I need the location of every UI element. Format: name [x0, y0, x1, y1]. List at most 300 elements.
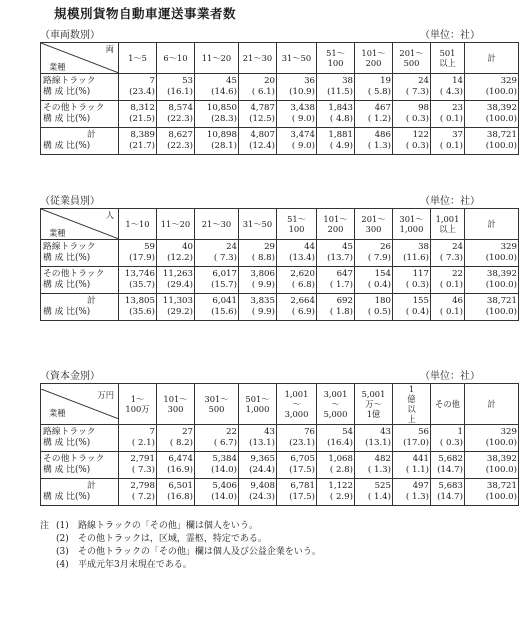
table-cell: [195, 101, 239, 128]
cell-count: 98: [418, 103, 429, 113]
table-cell: [431, 128, 465, 155]
corner-category-label: 業種: [49, 62, 66, 72]
cell-ratio: ( 0.4): [367, 280, 391, 290]
cell-ratio: ( 4.8): [329, 114, 353, 124]
cell-count: 6,474: [168, 454, 193, 464]
cell-count: 5,682: [438, 454, 463, 464]
page-title: 規模別貨物自動車運送事業者数: [54, 6, 237, 21]
cell-ratio: ( 1.3): [405, 492, 429, 502]
note-item: [40, 520, 321, 533]
table-cell: [277, 294, 317, 321]
cell-count: 19: [380, 76, 391, 86]
cell-count: 117: [412, 269, 429, 279]
table-cell: [239, 267, 277, 294]
column-header-line: 3,001: [323, 389, 348, 399]
row-label-name: 路線トラック: [43, 242, 96, 252]
column-header-line: 計: [487, 219, 496, 229]
cell-ratio: (17.0): [403, 438, 429, 448]
cell-ratio: ( 1.3): [367, 465, 391, 475]
table-cell: [431, 101, 465, 128]
table-cell: [157, 452, 195, 479]
cell-ratio: ( 1.4): [367, 492, 391, 502]
column-header-line: 1億: [366, 409, 381, 419]
table-cell: [157, 294, 195, 321]
cell-ratio: ( 5.8): [367, 87, 391, 97]
table-cell: [431, 452, 465, 479]
cell-count: 3,835: [250, 296, 275, 306]
column-header-line: 31～50: [281, 53, 312, 63]
cell-ratio: ( 4.9): [329, 141, 353, 151]
cell-count: 22: [226, 427, 237, 437]
column-header: [393, 384, 431, 425]
table-cell: [195, 452, 239, 479]
corner-unit-label: 人: [105, 210, 114, 220]
cell-count: 6,781: [290, 481, 315, 491]
corner-cell: [41, 43, 119, 74]
table-cell: [393, 294, 431, 321]
cell-count: 38,392: [486, 269, 517, 279]
cell-count: 38: [342, 76, 353, 86]
row-label: [41, 101, 119, 128]
column-header: [239, 43, 277, 74]
cell-ratio: (15.7): [211, 280, 237, 290]
table-cell: [119, 452, 157, 479]
table-cell: [119, 74, 157, 101]
table-cell: [317, 425, 355, 452]
row-label-ratio: 構 成 比(%): [43, 280, 91, 290]
cell-ratio: ( 9.9): [251, 307, 275, 317]
table-cell: [157, 128, 195, 155]
cell-count: 154: [374, 269, 391, 279]
cell-ratio: (24.3): [249, 492, 275, 502]
table-cell: [119, 267, 157, 294]
cell-count: 482: [374, 454, 391, 464]
column-header-line: 21～30: [201, 219, 232, 229]
column-header-line: 計: [487, 399, 496, 409]
table-row: [41, 240, 519, 267]
cell-count: 37: [452, 130, 463, 140]
table-cell: [355, 294, 393, 321]
cell-count: 13,805: [124, 296, 155, 306]
data-table: [40, 383, 519, 506]
column-header: [195, 384, 239, 425]
table-cell: [355, 128, 393, 155]
column-header: [431, 209, 465, 240]
cell-count: 24: [452, 242, 463, 252]
table-cell: [239, 128, 277, 155]
row-label-ratio: 構 成 比(%): [43, 141, 91, 151]
cell-count: 5,384: [212, 454, 237, 464]
table-cell: [431, 479, 465, 506]
table-cell: [239, 425, 277, 452]
table-cell: [157, 479, 195, 506]
cell-count: 1,843: [328, 103, 353, 113]
column-header-line: 3,000: [284, 409, 309, 419]
cell-ratio: (28.3): [211, 114, 237, 124]
cell-ratio: ( 0.1): [439, 280, 463, 290]
cell-ratio: (14.0): [211, 492, 237, 502]
column-header: [355, 209, 393, 240]
corner-category-label: 業種: [49, 228, 66, 238]
table-row: [41, 267, 519, 294]
cell-count: 3,438: [290, 103, 315, 113]
corner-unit-label: 両: [105, 44, 114, 54]
cell-ratio: (14.6): [211, 87, 237, 97]
row-label-name: その他トラック: [43, 103, 105, 113]
column-header-line: 1～10: [125, 219, 150, 229]
corner-unit-label: 万円: [97, 390, 114, 400]
cell-count: 46: [452, 296, 463, 306]
column-header: [355, 384, 393, 425]
column-header-line: 5,001: [361, 389, 386, 399]
column-header-line: 101～: [163, 394, 188, 404]
table-cell: [317, 452, 355, 479]
header-row: [41, 209, 519, 240]
column-header-line: 501～: [245, 394, 270, 404]
column-header: [465, 384, 519, 425]
cell-count: 1,881: [328, 130, 353, 140]
cell-count: 180: [374, 296, 391, 306]
cell-ratio: (16.1): [167, 87, 193, 97]
column-header: [277, 43, 317, 74]
column-header-line: 201～: [361, 214, 386, 224]
cell-ratio: (29.2): [167, 307, 193, 317]
cell-ratio: (22.3): [167, 114, 193, 124]
cell-ratio: (23.4): [129, 87, 155, 97]
cell-count: 122: [412, 130, 429, 140]
cell-ratio: (22.3): [167, 141, 193, 151]
table-cell: [157, 267, 195, 294]
row-label: [41, 240, 119, 267]
corner-diagonal: [41, 389, 118, 419]
table-cell: [393, 101, 431, 128]
data-table: [40, 208, 519, 321]
column-header: [465, 43, 519, 74]
column-header-line: 1～: [130, 394, 145, 404]
cell-count: 38,392: [486, 103, 517, 113]
table-cell: [355, 101, 393, 128]
cell-count: 56: [418, 427, 429, 437]
cell-count: 38,721: [486, 130, 517, 140]
cell-count: 27: [182, 427, 193, 437]
table-cell: [239, 452, 277, 479]
cell-count: 45: [226, 76, 237, 86]
table-cell: [465, 128, 519, 155]
table-cell: [239, 240, 277, 267]
cell-ratio: (17.5): [289, 492, 315, 502]
cell-count: 38: [418, 242, 429, 252]
table-cell: [277, 267, 317, 294]
table-cell: [157, 101, 195, 128]
column-header: [119, 384, 157, 425]
note-number: (3): [56, 547, 69, 557]
cell-count: 43: [380, 427, 391, 437]
cell-count: 8,312: [130, 103, 155, 113]
table-cell: [119, 101, 157, 128]
column-header-line: ～: [292, 399, 301, 409]
note-text: その他トラックは，区域，霊柩，特定である。: [78, 534, 267, 544]
table-cell: [317, 267, 355, 294]
row-label: [41, 128, 119, 155]
column-header-line: 501: [439, 48, 456, 58]
column-header: [239, 384, 277, 425]
cell-ratio: ( 6.7): [213, 438, 237, 448]
cell-ratio: ( 8.2): [169, 438, 193, 448]
cell-ratio: ( 7.3): [213, 253, 237, 263]
cell-count: 23: [452, 103, 463, 113]
cell-ratio: ( 0.5): [367, 307, 391, 317]
column-header-line: 1,000: [245, 404, 270, 414]
section-header: [40, 26, 480, 40]
table-cell: [195, 240, 239, 267]
table-cell: [157, 240, 195, 267]
cell-ratio: (100.0): [485, 253, 517, 263]
cell-count: 53: [182, 76, 193, 86]
cell-ratio: ( 0.1): [439, 141, 463, 151]
table-cell: [195, 294, 239, 321]
cell-ratio: (23.1): [289, 438, 315, 448]
table-cell: [431, 240, 465, 267]
column-header-line: 万～: [365, 399, 382, 409]
cell-ratio: (28.1): [211, 141, 237, 151]
column-header: [195, 209, 239, 240]
cell-ratio: (16.4): [327, 438, 353, 448]
cell-count: 2,620: [290, 269, 315, 279]
cell-count: 5,683: [438, 481, 463, 491]
cell-ratio: (12.2): [167, 253, 193, 263]
row-label-name: 計: [87, 130, 96, 140]
table-cell: [119, 240, 157, 267]
row-label: [41, 74, 119, 101]
cell-count: 155: [412, 296, 429, 306]
column-header-line: 500: [208, 404, 225, 414]
table-cell: [119, 128, 157, 155]
table-cell: [355, 267, 393, 294]
cell-count: 7: [149, 427, 155, 437]
table-cell: [355, 240, 393, 267]
note-number: (2): [56, 534, 69, 544]
cell-count: 6,501: [168, 481, 193, 491]
cell-count: 9,365: [250, 454, 275, 464]
cell-count: 38,721: [486, 296, 517, 306]
cell-ratio: (12.5): [249, 114, 275, 124]
row-label: [41, 425, 119, 452]
cell-ratio: (10.9): [289, 87, 315, 97]
cell-count: 3,806: [250, 269, 275, 279]
row-label: [41, 294, 119, 321]
cell-ratio: (21.7): [129, 141, 155, 151]
note-text: 平成元年3月末現在である。: [78, 560, 192, 570]
cell-ratio: ( 1.3): [367, 141, 391, 151]
table-cell: [277, 128, 317, 155]
row-label: [41, 267, 119, 294]
cell-count: 14: [452, 76, 463, 86]
cell-ratio: (35.7): [129, 280, 155, 290]
table-cell: [465, 267, 519, 294]
row-label-ratio: 構 成 比(%): [43, 438, 91, 448]
cell-count: 76: [304, 427, 315, 437]
cell-count: 329: [500, 76, 517, 86]
unit-label: （単位：社）: [420, 371, 480, 382]
corner-cell: [41, 384, 119, 425]
column-header-line: 300: [167, 404, 184, 414]
table-cell: [317, 294, 355, 321]
table-cell: [317, 128, 355, 155]
corner-cell: [41, 209, 119, 240]
row-label-ratio: 構 成 比(%): [43, 307, 91, 317]
column-header-line: 億: [407, 394, 416, 404]
cell-count: 8,389: [130, 130, 155, 140]
column-header: [431, 43, 465, 74]
column-header-line: 上: [407, 414, 416, 424]
column-header: [157, 43, 195, 74]
table-cell: [157, 425, 195, 452]
cell-count: 441: [412, 454, 429, 464]
column-header: [239, 209, 277, 240]
cell-ratio: ( 2.1): [131, 438, 155, 448]
table-cell: [317, 74, 355, 101]
cell-ratio: (16.8): [167, 492, 193, 502]
column-header-line: 500: [403, 58, 420, 68]
cell-ratio: ( 0.3): [405, 141, 429, 151]
cell-ratio: (100.0): [485, 492, 517, 502]
table-cell: [157, 74, 195, 101]
table-cell: [277, 240, 317, 267]
cell-ratio: ( 4.3): [439, 87, 463, 97]
column-header-line: 201～: [399, 48, 424, 58]
column-header-line: 101～: [323, 214, 348, 224]
cell-ratio: (24.4): [249, 465, 275, 475]
table-cell: [355, 479, 393, 506]
column-header: [119, 43, 157, 74]
column-header-line: 5,000: [323, 409, 348, 419]
cell-ratio: (15.6): [211, 307, 237, 317]
cell-ratio: ( 2.9): [329, 492, 353, 502]
cell-count: 10,850: [206, 103, 237, 113]
cell-count: 24: [418, 76, 429, 86]
table-cell: [465, 101, 519, 128]
cell-count: 36: [304, 76, 315, 86]
table-cell: [277, 479, 317, 506]
column-header-line: 以上: [439, 58, 456, 68]
cell-ratio: (100.0): [485, 465, 517, 475]
cell-count: 59: [144, 242, 155, 252]
cell-ratio: ( 7.9): [367, 253, 391, 263]
note-mark: 注: [40, 521, 50, 531]
cell-ratio: (100.0): [485, 280, 517, 290]
table-row: [41, 452, 519, 479]
corner-diagonal: [41, 209, 118, 239]
table-cell: [431, 267, 465, 294]
table-cell: [355, 425, 393, 452]
column-header-line: 301～: [399, 214, 424, 224]
cell-count: 11,303: [162, 296, 193, 306]
table-cell: [317, 240, 355, 267]
cell-ratio: (14.7): [437, 465, 463, 475]
section-header: [40, 192, 480, 206]
cell-ratio: (100.0): [485, 141, 517, 151]
cell-ratio: (11.5): [327, 87, 353, 97]
cell-ratio: (14.0): [211, 465, 237, 475]
cell-count: 45: [342, 242, 353, 252]
table-cell: [277, 452, 317, 479]
note-item: [40, 559, 321, 572]
table-row: [41, 74, 519, 101]
cell-ratio: (17.5): [289, 465, 315, 475]
row-label-ratio: 構 成 比(%): [43, 87, 91, 97]
table-cell: [195, 425, 239, 452]
table-cell: [393, 479, 431, 506]
column-header-line: 以: [407, 404, 416, 414]
cell-count: 329: [500, 427, 517, 437]
section-label: （車両数別）: [40, 30, 100, 41]
column-header-line: 計: [487, 53, 496, 63]
table-cell: [317, 479, 355, 506]
cell-count: 13,746: [124, 269, 155, 279]
cell-count: 54: [342, 427, 353, 437]
column-header-line: 21～30: [242, 53, 273, 63]
cell-ratio: (13.1): [365, 438, 391, 448]
cell-count: 1,122: [328, 481, 353, 491]
column-header: [195, 43, 239, 74]
column-header-line: 1,000: [399, 224, 424, 234]
row-label: [41, 452, 119, 479]
cell-ratio: ( 6.1): [251, 87, 275, 97]
cell-count: 26: [380, 242, 391, 252]
cell-count: 4,807: [250, 130, 275, 140]
column-header: [431, 384, 465, 425]
table-cell: [465, 74, 519, 101]
cell-ratio: ( 8.8): [251, 253, 275, 263]
table-cell: [195, 74, 239, 101]
cell-count: 11,263: [162, 269, 193, 279]
table-cell: [119, 479, 157, 506]
cell-ratio: ( 6.8): [291, 280, 315, 290]
table-row: [41, 101, 519, 128]
cell-count: 38,392: [486, 454, 517, 464]
column-header-line: 1～5: [128, 53, 147, 63]
section-label: （従業員別）: [40, 196, 100, 207]
column-header: [119, 209, 157, 240]
column-header: [317, 384, 355, 425]
table-cell: [393, 425, 431, 452]
table-cell: [393, 267, 431, 294]
row-label-ratio: 構 成 比(%): [43, 253, 91, 263]
table-cell: [355, 74, 393, 101]
cell-count: 525: [374, 481, 391, 491]
table-cell: [355, 452, 393, 479]
row-label-ratio: 構 成 比(%): [43, 114, 91, 124]
cell-count: 467: [374, 103, 391, 113]
table-cell: [277, 74, 317, 101]
cell-ratio: ( 1.8): [329, 307, 353, 317]
row-label-name: 路線トラック: [43, 76, 96, 86]
table-cell: [393, 74, 431, 101]
unit-label: （単位：社）: [420, 30, 480, 41]
column-header-line: 11～20: [201, 53, 232, 63]
table-cell: [195, 267, 239, 294]
cell-count: 38,721: [486, 481, 517, 491]
table-cell: [277, 425, 317, 452]
cell-count: 2,664: [290, 296, 315, 306]
cell-ratio: (12.4): [249, 141, 275, 151]
cell-count: 29: [264, 242, 275, 252]
cell-ratio: ( 2.8): [329, 465, 353, 475]
column-header-line: 1: [408, 384, 415, 394]
cell-ratio: ( 0.4): [405, 307, 429, 317]
table-row: [41, 479, 519, 506]
column-header: [393, 43, 431, 74]
